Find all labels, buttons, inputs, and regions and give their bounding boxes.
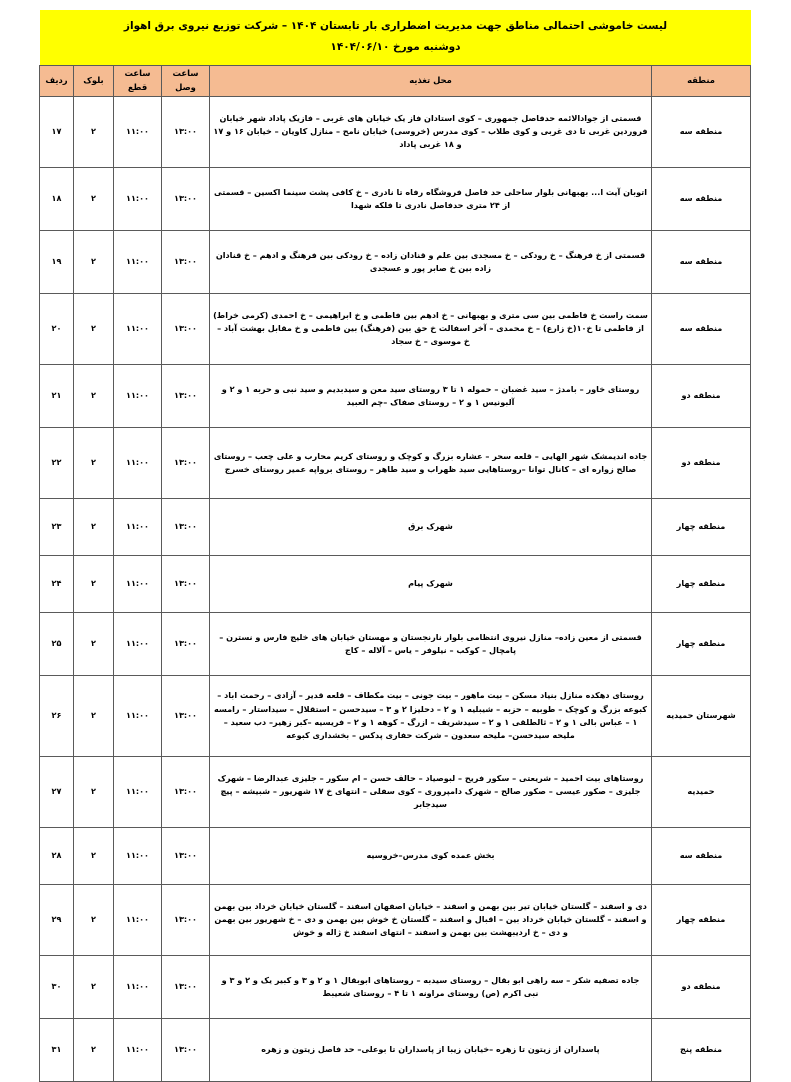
- cell-cut-time: ۱۱:۰۰: [114, 884, 162, 955]
- cell-restore-time: ۱۳:۰۰: [162, 827, 210, 884]
- title-banner: [40, 10, 751, 65]
- cell-radif: ۲۸: [40, 827, 74, 884]
- table-row: [40, 364, 751, 427]
- cell-cut-time: ۱۱:۰۰: [114, 230, 162, 293]
- cell-cut-time: ۱۱:۰۰: [114, 427, 162, 498]
- cell-region: منطقه دو: [652, 427, 751, 498]
- cell-feed-location: شهرک پیام: [210, 555, 652, 612]
- cell-block: ۲: [74, 167, 114, 230]
- cell-feed-location: سمت راست خ فاطمی بین سی متری و بهبهانی – خ ادهم بین فاطمی و خ ابراهیمی – خ احمدی (کرمی خراط) از فاطمی تا خ۱۰(خ زارع) – خ محمدی – آخر اسفالت خ حق بین (فرهنگ) بین فاطمی و خ مقابل بهشت آباد – خ موسوی – خ سجاد: [210, 293, 652, 364]
- cell-region: منطقه پنج: [652, 1018, 751, 1081]
- cell-restore-time: ۱۳:۰۰: [162, 96, 210, 167]
- column-header-region: منطقه: [652, 66, 751, 96]
- table-row: [40, 427, 751, 498]
- cell-feed-location: قسمتی از جوادالائمه حدفاصل جمهوری – کوی استادان فاز یک خیابان های غربی – فازیک پاداد شهر خیابان فروردین غربی تا دی غربی و کوی طلاب – کوی مدرس (خروسی) خیابان نامح – منازل کاویان – خیابان ۱۶ و ۱۷ و ۱۸ غربی پاداد: [210, 96, 652, 167]
- cell-feed-location: جاده اندیمشک شهر الهایی – قلعه سحر – عشاره بزرگ و کوچک و روستای کریم محارب و علی چعب – روستای صالح زواره ای – کانال توانا –روستاهایی سید ظهراب و سید طاهر – روستای برواپه عمیر روستای خسرج: [210, 427, 652, 498]
- cell-feed-location: جاده تصفیه شکر – سه راهی ابو بقال – روستای سیدبه – روستاهای ابوبقال ۱ و ۲ و ۳ و کبیر یک و ۲ و ۳ و نبی اکرم (ص) روستای مراونه ۱ تا ۴ – روستای شعیبط: [210, 955, 652, 1018]
- table-row: [40, 293, 751, 364]
- column-header-block: بلوک: [74, 66, 114, 96]
- cell-block: ۲: [74, 498, 114, 555]
- cell-block: ۲: [74, 756, 114, 827]
- cell-region: حمیدیه: [652, 756, 751, 827]
- cell-block: ۲: [74, 612, 114, 675]
- cell-cut-time: ۱۱:۰۰: [114, 364, 162, 427]
- table-row: [40, 675, 751, 756]
- cell-radif: ۲۵: [40, 612, 74, 675]
- cell-feed-location: اتوبان آیت ا... بهبهانی بلوار ساحلی حد فاصل فروشگاه رفاه تا نادری – خ کافی پشت سینما اکسین – قسمتی از ۲۴ متری حدفاصل نادری تا فلکه شهدا: [210, 167, 652, 230]
- cell-cut-time: ۱۱:۰۰: [114, 612, 162, 675]
- cell-restore-time: ۱۳:۰۰: [162, 955, 210, 1018]
- cell-block: ۲: [74, 955, 114, 1018]
- cell-restore-time: ۱۳:۰۰: [162, 756, 210, 827]
- cell-region: منطقه چهار: [652, 612, 751, 675]
- cell-region: منطقه سه: [652, 230, 751, 293]
- cell-cut-time: ۱۱:۰۰: [114, 1018, 162, 1081]
- cell-restore-time: ۱۳:۰۰: [162, 612, 210, 675]
- cell-feed-location: پاسداران از زیتون تا زهره –خیابان زیبا از پاسداران تا بوعلی– حد فاصل زیتون و زهره: [210, 1018, 652, 1081]
- cell-region: شهرستان حمیدیه: [652, 675, 751, 756]
- table-row: [40, 756, 751, 827]
- cell-region: منطقه چهار: [652, 555, 751, 612]
- cell-restore-time: ۱۳:۰۰: [162, 427, 210, 498]
- cell-radif: ۱۹: [40, 230, 74, 293]
- table-row: [40, 1018, 751, 1081]
- cell-region: منطقه سه: [652, 167, 751, 230]
- cell-cut-time: ۱۱:۰۰: [114, 498, 162, 555]
- column-header-cut-time: ساعت قطع: [114, 66, 162, 96]
- cell-feed-location: دی و اسفند – گلستان خیابان تیر بین بهمن و اسفند – خیابان اصفهان اسفند – گلستان خیابان خرداد بین بهمن و اسفند – گلستان خیابان خرداد بین – اقبال و اسفند – گلستان خ خوش بین بهمن و دی – خ شهریور بین بهمن و دی – خ اردیبهشت بین بهمن و اسفند – انتهای اسفند خ ژاله و خوش: [210, 884, 652, 955]
- table-row: [40, 955, 751, 1018]
- cell-cut-time: ۱۱:۰۰: [114, 827, 162, 884]
- column-header-radif: ردیف: [40, 66, 74, 96]
- cell-feed-location: روستاهای بیت احمید – شریعتی – سکور فریح – لبوصیاد – حالف حسن – ام سکور – جلیزی عبدالرضا – شهرک جلیزی – صکور عیسی – صکور صالح – شهرک دامپروری – کوی سفلی – انتهای خ ۱۷ شهریور – شبیشه – پیچ سیدجابر: [210, 756, 652, 827]
- cell-region: منطقه سه: [652, 293, 751, 364]
- table-row: [40, 827, 751, 884]
- cell-region: منطقه سه: [652, 96, 751, 167]
- table-row: [40, 96, 751, 167]
- cell-radif: ۲۹: [40, 884, 74, 955]
- table-row: [40, 167, 751, 230]
- cell-region: منطقه دو: [652, 364, 751, 427]
- cell-region: منطقه چهار: [652, 884, 751, 955]
- cell-region: منطقه دو: [652, 955, 751, 1018]
- cell-radif: ۳۰: [40, 955, 74, 1018]
- table-body: [40, 96, 751, 1081]
- cell-cut-time: ۱۱:۰۰: [114, 167, 162, 230]
- cell-radif: ۱۸: [40, 167, 74, 230]
- table-header: [40, 66, 751, 96]
- cell-block: ۲: [74, 555, 114, 612]
- table-row: [40, 612, 751, 675]
- cell-radif: ۲۱: [40, 364, 74, 427]
- cell-feed-location: روستای خاور – بامدژ – سید غضبان – حموله ۱ تا ۳ روستای سید معن و سیدبدیم و سید نبی و حربه ۱ و ۲ و آلبونیس ۱ و ۲ – روستای صفاک –چم العبید: [210, 364, 652, 427]
- column-header-restore-time: ساعت وصل: [162, 66, 210, 96]
- cell-feed-location: بخش عمده کوی مدرس–خروسیه: [210, 827, 652, 884]
- cell-feed-location: روستای دهکده منازل بنیاد مسکن – بیت ماهور – بیت جونی – بیت مکطاف – قلعه قدیر – آزادی – رحمت اباد – کبوعه بزرگ و کوچک – طوبیه – حزبه – شیبلیه ۱ و ۲ – دحلیزا ۲ و ۳ – سیدحسن – استقلال – سیداستار – رامسه ۱ – عباس بالی ۱ و ۲ – ثالطلقی ۱ و ۲ – سیدشریف – ازرگ – کوهه ۱ و ۲ – فریسیه –کبر زهیر– دب سعید – ملیحه سیدحسن– ملیحه سعدون – شرکت حفاری پدکس – بخشداری کبوعه: [210, 675, 652, 756]
- cell-block: ۲: [74, 884, 114, 955]
- cell-radif: ۳۱: [40, 1018, 74, 1081]
- cell-cut-time: ۱۱:۰۰: [114, 955, 162, 1018]
- cell-restore-time: ۱۳:۰۰: [162, 293, 210, 364]
- page-title: لیست خاموشی احتمالی مناطق جهت مدیریت اضطراری بار تابستان ۱۴۰۴ – شرکت توزیع نیروی برق اهواز: [123, 20, 668, 32]
- outage-table: [39, 65, 751, 1081]
- cell-restore-time: ۱۳:۰۰: [162, 1018, 210, 1081]
- cell-block: ۲: [74, 293, 114, 364]
- table-row: [40, 230, 751, 293]
- cell-radif: ۲۰: [40, 293, 74, 364]
- cell-restore-time: ۱۳:۰۰: [162, 498, 210, 555]
- cell-radif: ۱۷: [40, 96, 74, 167]
- cell-block: ۲: [74, 427, 114, 498]
- cell-radif: ۲۳: [40, 498, 74, 555]
- cell-restore-time: ۱۳:۰۰: [162, 884, 210, 955]
- cell-feed-location: شهرک برق: [210, 498, 652, 555]
- cell-block: ۲: [74, 1018, 114, 1081]
- cell-radif: ۲۲: [40, 427, 74, 498]
- cell-restore-time: ۱۳:۰۰: [162, 230, 210, 293]
- cell-block: ۲: [74, 675, 114, 756]
- page-subtitle-date: دوشنبه مورخ ۱۴۰۴/۰۶/۱۰: [330, 41, 461, 54]
- cell-cut-time: ۱۱:۰۰: [114, 675, 162, 756]
- cell-region: منطقه سه: [652, 827, 751, 884]
- cell-radif: ۲۶: [40, 675, 74, 756]
- table-row: [40, 884, 751, 955]
- column-header-feed-location: محل تغذیه: [210, 66, 652, 96]
- cell-block: ۲: [74, 96, 114, 167]
- cell-cut-time: ۱۱:۰۰: [114, 96, 162, 167]
- cell-feed-location: قسمتی از معین زاده– منازل نیروی انتظامی بلوار نارنجستان و مهستان خیابان های خلیج فارس و نسترن – پامچال – کوکب – نیلوفر – یاس – آلاله – کاج: [210, 612, 652, 675]
- cell-feed-location: قسمتی از خ فرهنگ – خ رودکی – خ مسجدی بین علم و قنادان زاده – خ رودکی بین فرهنگ و ادهم – خ قنادان زاده بین خ صابر پور و عسجدی: [210, 230, 652, 293]
- cell-cut-time: ۱۱:۰۰: [114, 293, 162, 364]
- cell-block: ۲: [74, 827, 114, 884]
- table-header-row: [40, 66, 751, 96]
- cell-restore-time: ۱۳:۰۰: [162, 167, 210, 230]
- cell-radif: ۲۴: [40, 555, 74, 612]
- cell-region: منطقه چهار: [652, 498, 751, 555]
- cell-cut-time: ۱۱:۰۰: [114, 756, 162, 827]
- cell-block: ۲: [74, 364, 114, 427]
- table-row: [40, 498, 751, 555]
- table-row: [40, 555, 751, 612]
- cell-restore-time: ۱۳:۰۰: [162, 364, 210, 427]
- cell-restore-time: ۱۳:۰۰: [162, 555, 210, 612]
- cell-radif: ۲۷: [40, 756, 74, 827]
- cell-block: ۲: [74, 230, 114, 293]
- cell-restore-time: ۱۳:۰۰: [162, 675, 210, 756]
- cell-cut-time: ۱۱:۰۰: [114, 555, 162, 612]
